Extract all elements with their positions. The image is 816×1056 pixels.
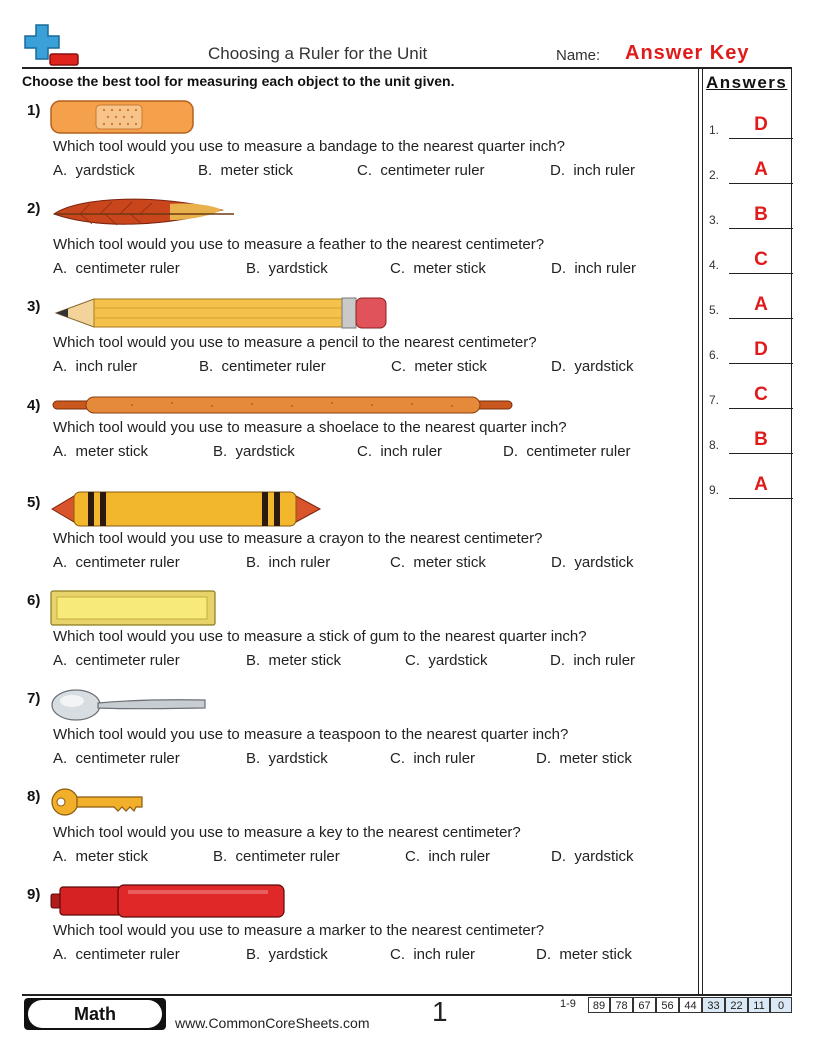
choice-label: B. <box>246 260 261 277</box>
choice-c[interactable] <box>357 162 485 179</box>
answer-value: A <box>754 474 768 495</box>
choice-text: yardstick <box>574 554 634 571</box>
choice-c[interactable] <box>391 358 487 375</box>
answer-number: 4. <box>709 258 720 272</box>
gum-image <box>50 590 216 626</box>
choice-text: centimeter ruler <box>75 652 180 669</box>
answer-line <box>729 498 793 499</box>
question-number: 3) <box>27 298 41 315</box>
choice-label: C. <box>357 443 372 460</box>
choice-label: D. <box>551 554 566 571</box>
choice-a[interactable] <box>53 848 148 865</box>
question-text: Which tool would you use to measure a crayon to the nearest centimeter? <box>53 530 543 547</box>
score-range: 1-9 <box>560 998 576 1010</box>
choice-label: A. <box>53 946 68 963</box>
question-number: 8) <box>27 788 41 805</box>
answer-row-9 <box>709 475 793 499</box>
spoon-image <box>50 687 210 723</box>
choice-text: centimeter ruler <box>75 946 180 963</box>
choice-label: B. <box>198 162 213 179</box>
answer-row-6 <box>709 340 793 364</box>
choice-label: D. <box>551 260 566 277</box>
choice-b[interactable] <box>213 848 340 865</box>
question-text: Which tool would you use to measure a key to the nearest centimeter? <box>53 824 521 841</box>
choice-text: meter stick <box>75 443 149 460</box>
score-cell: 0 <box>770 997 792 1013</box>
answer-value: A <box>754 159 768 180</box>
choice-d[interactable] <box>503 443 631 460</box>
choice-label: C. <box>390 260 405 277</box>
question-number: 5) <box>27 494 41 511</box>
question-number: 2) <box>27 200 41 217</box>
choice-label: B. <box>246 946 261 963</box>
answer-line <box>729 138 793 139</box>
answer-number: 3. <box>709 213 720 227</box>
choice-text: meter stick <box>413 260 486 277</box>
answer-key-label: Answer Key <box>625 42 750 64</box>
answer-row-3 <box>709 205 793 229</box>
choice-text: inch ruler <box>428 848 491 865</box>
choice-label: D. <box>536 946 551 963</box>
choice-label: C. <box>357 162 372 179</box>
logo-icon <box>22 22 80 68</box>
answer-value: B <box>754 204 768 225</box>
choice-label: A. <box>53 652 68 669</box>
choice-label: D. <box>550 652 565 669</box>
answer-value: D <box>754 114 768 135</box>
choice-b[interactable] <box>246 554 330 571</box>
choice-text: inch ruler <box>413 750 476 767</box>
answer-row-4 <box>709 250 793 274</box>
answer-number: 7. <box>709 393 720 407</box>
score-cell: 89 <box>588 997 610 1013</box>
choice-label: B. <box>199 358 214 375</box>
choice-d[interactable] <box>550 162 635 179</box>
key-image <box>50 786 146 818</box>
choice-label: B. <box>213 848 228 865</box>
answer-value: D <box>754 339 768 360</box>
choice-a[interactable] <box>53 260 180 277</box>
choice-text: yardstick <box>574 848 634 865</box>
question-number: 9) <box>27 886 41 903</box>
choice-text: inch ruler <box>75 358 138 375</box>
choice-label: C. <box>405 652 420 669</box>
choice-a[interactable] <box>53 652 180 669</box>
answer-row-2 <box>709 160 793 184</box>
answer-value: B <box>754 429 768 450</box>
footer-divider <box>22 994 792 996</box>
answer-number: 5. <box>709 303 720 317</box>
choice-label: D. <box>551 848 566 865</box>
choice-label: B. <box>246 750 261 767</box>
choice-c[interactable] <box>390 946 475 963</box>
score-cell: 78 <box>610 997 633 1013</box>
answer-number: 1. <box>709 123 720 137</box>
choice-a[interactable] <box>53 358 137 375</box>
choice-text: meter stick <box>559 946 632 963</box>
answers-divider-inner <box>702 69 703 995</box>
question-number: 7) <box>27 690 41 707</box>
choice-label: B. <box>213 443 228 460</box>
answer-row-1 <box>709 115 793 139</box>
choice-b[interactable] <box>198 162 293 179</box>
choice-a[interactable] <box>53 162 135 179</box>
choice-label: A. <box>53 750 68 767</box>
choice-label: A. <box>53 358 68 375</box>
choice-b[interactable] <box>246 946 328 963</box>
score-cell: 33 <box>702 997 725 1013</box>
score-cell: 22 <box>725 997 748 1013</box>
choice-text: centimeter ruler <box>75 750 180 767</box>
answer-line <box>729 228 793 229</box>
choice-label: D. <box>536 750 551 767</box>
answer-row-8 <box>709 430 793 454</box>
answer-line <box>729 183 793 184</box>
question-text: Which tool would you use to measure a stick of gum to the nearest quarter inch? <box>53 628 587 645</box>
shoelace-image <box>52 395 514 415</box>
choice-label: B. <box>246 554 261 571</box>
question-text: Which tool would you use to measure a feather to the nearest centimeter? <box>53 236 545 253</box>
bandage-image <box>50 99 194 135</box>
instructions: Choose the best tool for measuring each object to the unit given. <box>22 73 455 89</box>
choice-b[interactable] <box>199 358 326 375</box>
choice-text: inch ruler <box>573 162 636 179</box>
choice-text: yardstick <box>268 946 328 963</box>
choice-c[interactable] <box>390 554 486 571</box>
answer-line <box>729 453 793 454</box>
choice-label: D. <box>550 162 565 179</box>
choice-c[interactable] <box>357 443 442 460</box>
choice-b[interactable] <box>246 652 341 669</box>
choice-text: centimeter ruler <box>380 162 485 179</box>
subject-label: Math <box>28 1000 162 1028</box>
choice-c[interactable] <box>405 848 490 865</box>
question-text: Which tool would you use to measure a bandage to the nearest quarter inch? <box>53 138 565 155</box>
score-cell: 44 <box>679 997 702 1013</box>
answer-line <box>729 408 793 409</box>
answer-row-5 <box>709 295 793 319</box>
choice-d[interactable] <box>551 358 634 375</box>
choice-label: C. <box>390 946 405 963</box>
choice-a[interactable] <box>53 443 148 460</box>
choice-d[interactable] <box>536 750 632 767</box>
choice-c[interactable] <box>390 260 486 277</box>
choice-d[interactable] <box>551 848 634 865</box>
choice-text: yardstick <box>574 358 634 375</box>
feather-image <box>50 196 236 232</box>
choice-label: A. <box>53 443 68 460</box>
question-number: 6) <box>27 592 41 609</box>
choice-c[interactable] <box>405 652 488 669</box>
choice-b[interactable] <box>246 260 328 277</box>
choice-text: centimeter ruler <box>75 554 180 571</box>
question-number: 4) <box>27 397 41 414</box>
choice-text: centimeter ruler <box>526 443 631 460</box>
answer-line <box>729 363 793 364</box>
question-number: 1) <box>27 102 41 119</box>
question-text: Which tool would you use to measure a shoelace to the nearest quarter inch? <box>53 419 567 436</box>
page-number: 1 <box>432 996 448 1027</box>
choice-text: centimeter ruler <box>221 358 326 375</box>
choice-b[interactable] <box>246 750 328 767</box>
site-url[interactable]: www.CommonCoreSheets.com <box>175 1015 370 1031</box>
choice-text: inch ruler <box>573 652 636 669</box>
answer-number: 6. <box>709 348 720 362</box>
question-text: Which tool would you use to measure a pencil to the nearest centimeter? <box>53 334 537 351</box>
choice-label: C. <box>390 750 405 767</box>
answer-line <box>729 273 793 274</box>
choice-text: yardstick <box>235 443 295 460</box>
score-cell: 11 <box>748 997 770 1013</box>
score-cell: 67 <box>633 997 656 1013</box>
answer-value: C <box>754 249 768 270</box>
choice-text: yardstick <box>268 260 328 277</box>
choice-text: yardstick <box>268 750 328 767</box>
choice-text: yardstick <box>75 162 135 179</box>
choice-text: meter stick <box>268 652 342 669</box>
score-cell: 56 <box>656 997 679 1013</box>
answer-value: A <box>754 294 768 315</box>
page-title: Choosing a Ruler for the Unit <box>208 44 428 63</box>
answers-heading: Answers <box>706 73 788 92</box>
choice-a[interactable] <box>53 750 180 767</box>
choice-label: A. <box>53 162 68 179</box>
choice-d[interactable] <box>536 946 632 963</box>
name-label: Name: <box>556 47 601 64</box>
choice-text: inch ruler <box>413 946 476 963</box>
answers-divider <box>698 69 699 995</box>
choice-label: D. <box>503 443 518 460</box>
choice-d[interactable] <box>551 260 636 277</box>
choice-text: meter stick <box>414 358 487 375</box>
choice-text: inch ruler <box>380 443 443 460</box>
choice-label: A. <box>53 554 68 571</box>
header-divider <box>22 67 792 69</box>
choice-label: A. <box>53 260 68 277</box>
question-text: Which tool would you use to measure a marker to the nearest centimeter? <box>53 922 545 939</box>
choice-label: C. <box>390 554 405 571</box>
answer-value: C <box>754 384 768 405</box>
choice-text: meter stick <box>559 750 632 767</box>
pencil-image <box>54 295 388 331</box>
choice-text: inch ruler <box>574 260 637 277</box>
choice-text: meter stick <box>220 162 294 179</box>
choice-c[interactable] <box>390 750 475 767</box>
choice-a[interactable] <box>53 946 180 963</box>
choice-a[interactable] <box>53 554 180 571</box>
choice-d[interactable] <box>550 652 635 669</box>
answer-row-7 <box>709 385 793 409</box>
choice-text: inch ruler <box>268 554 331 571</box>
choice-label: C. <box>405 848 420 865</box>
choice-text: centimeter ruler <box>235 848 340 865</box>
choice-text: meter stick <box>413 554 486 571</box>
choice-label: B. <box>246 652 261 669</box>
choice-label: C. <box>391 358 406 375</box>
question-text: Which tool would you use to measure a teaspoon to the nearest quarter inch? <box>53 726 569 743</box>
answer-number: 2. <box>709 168 720 182</box>
choice-text: centimeter ruler <box>75 260 180 277</box>
choice-d[interactable] <box>551 554 634 571</box>
choice-b[interactable] <box>213 443 295 460</box>
answer-number: 9. <box>709 483 720 497</box>
choice-label: D. <box>551 358 566 375</box>
choice-text: yardstick <box>428 652 488 669</box>
choice-label: A. <box>53 848 68 865</box>
marker-image <box>50 884 286 918</box>
crayon-image <box>50 490 322 528</box>
choice-text: meter stick <box>75 848 149 865</box>
answer-number: 8. <box>709 438 720 452</box>
answer-line <box>729 318 793 319</box>
